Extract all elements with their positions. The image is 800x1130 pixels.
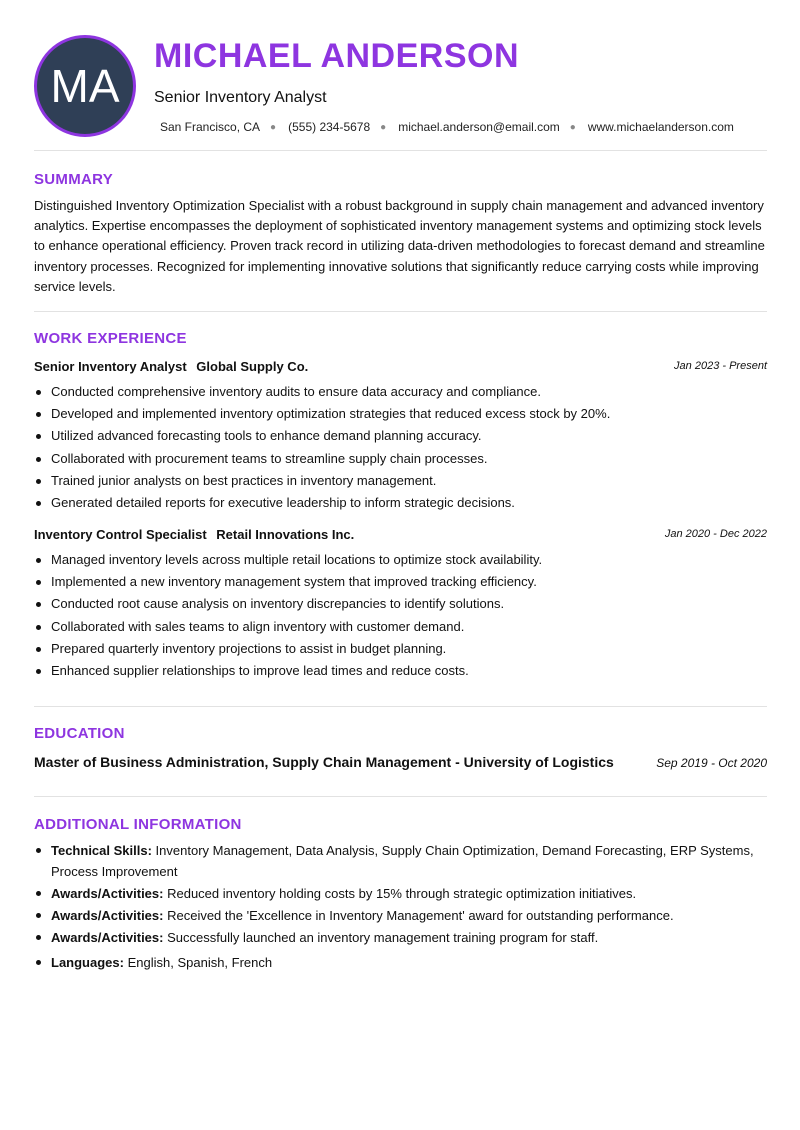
contact-bar [160, 120, 734, 134]
contact-website[interactable]: www.michaelanderson.com [587, 120, 734, 134]
job-dates: Jan 2023 - Present [674, 360, 767, 372]
list-item [51, 905, 766, 926]
education-entry [34, 754, 767, 772]
list-item: Conducted root cause analysis on inventory discrepancies to identify solutions. [51, 593, 766, 615]
contact-location: San Francisco, CA [160, 120, 261, 134]
job-header [34, 359, 767, 374]
list-item [51, 840, 766, 882]
education-divider [34, 796, 767, 797]
job-header [34, 527, 767, 542]
list-item: Generated detailed reports for executive leadership to inform strategic decisions. [51, 492, 766, 514]
summary-heading: SUMMARY [34, 171, 114, 188]
list-item: Managed inventory levels across multiple retail locations to optimize stock availability. [51, 549, 766, 571]
resume-header [34, 0, 767, 150]
info-label: Technical Skills: [51, 843, 152, 858]
avatar [34, 35, 136, 137]
info-label: Awards/Activities: [51, 930, 164, 945]
info-text: Inventory Management, Data Analysis, Supply Chain Optimization, Demand Forecasting, ERP Systems, Process Improvement [51, 843, 754, 879]
info-label: Awards/Activities: [51, 908, 164, 923]
education-dates: Sep 2019 - Oct 2020 [656, 756, 767, 770]
candidate-name: MICHAEL ANDERSON [154, 37, 520, 75]
list-item: Conducted comprehensive inventory audits to ensure data accuracy and compliance. [51, 381, 766, 403]
resume-page [34, 0, 767, 1130]
job-bullets [51, 549, 766, 682]
bullet-separator-icon: ● [569, 121, 576, 133]
job-role: Senior Inventory Analyst [34, 359, 187, 374]
list-item [51, 883, 766, 904]
list-item: Prepared quarterly inventory projections to assist in budget planning. [51, 638, 766, 660]
summary-text: Distinguished Inventory Optimization Specialist with a robust background in supply chain management and advanced inventory analytics. Expertise encompasses the deployment of sophisticated inventory management systems and optimizing stock levels to enhance operational efficiency. Proven track record in utilizing data-driven methodologies to forecast demand and streamline inventory processes. Recognized for implementing innovative solutions that significantly reduce carrying costs while improving service levels. [34, 198, 765, 294]
education-degree: Master of Business Administration, Supply Chain Management - University of Logistics [34, 754, 614, 770]
info-text: Reduced inventory holding costs by 15% through strategic optimization initiatives. [167, 886, 637, 901]
list-item: Enhanced supplier relationships to improve lead times and reduce costs. [51, 660, 766, 682]
list-item: Collaborated with procurement teams to streamline supply chain processes. [51, 448, 766, 470]
job-dates: Jan 2020 - Dec 2022 [664, 528, 767, 540]
summary-divider [34, 311, 767, 312]
header-divider [34, 150, 767, 151]
list-item: Developed and implemented inventory optimization strategies that reduced excess stock by 20%. [51, 403, 766, 425]
list-item: Collaborated with sales teams to align inventory with customer demand. [51, 616, 766, 638]
job-company: Global Supply Co. [196, 359, 309, 374]
list-item: Implemented a new inventory management system that improved tracking efficiency. [51, 571, 766, 593]
list-item [51, 952, 766, 973]
additional-heading: ADDITIONAL INFORMATION [34, 816, 242, 833]
experience-divider [34, 706, 767, 707]
job-title: Senior Inventory Analyst [154, 89, 327, 106]
education-heading: EDUCATION [34, 725, 125, 742]
info-text: Received the 'Excellence in Inventory Management' award for outstanding performance. [167, 908, 674, 923]
info-label: Languages: [51, 955, 124, 970]
job-company: Retail Innovations Inc. [216, 527, 355, 542]
info-label: Awards/Activities: [51, 886, 164, 901]
avatar-initials: MA [50, 60, 120, 112]
info-text: Successfully launched an inventory management training program for staff. [167, 930, 599, 945]
info-text: English, Spanish, French [127, 955, 273, 970]
additional-list [51, 840, 766, 974]
job-role: Inventory Control Specialist [34, 527, 207, 542]
bullet-separator-icon: ● [270, 121, 277, 133]
list-item: Trained junior analysts on best practices in inventory management. [51, 470, 766, 492]
list-item: Utilized advanced forecasting tools to enhance demand planning accuracy. [51, 425, 766, 447]
list-item [51, 927, 766, 948]
contact-phone: (555) 234-5678 [288, 120, 371, 134]
contact-email[interactable]: michael.anderson@email.com [398, 120, 560, 134]
job-bullets [51, 381, 766, 514]
bullet-separator-icon: ● [380, 121, 387, 133]
experience-heading: WORK EXPERIENCE [34, 330, 187, 347]
